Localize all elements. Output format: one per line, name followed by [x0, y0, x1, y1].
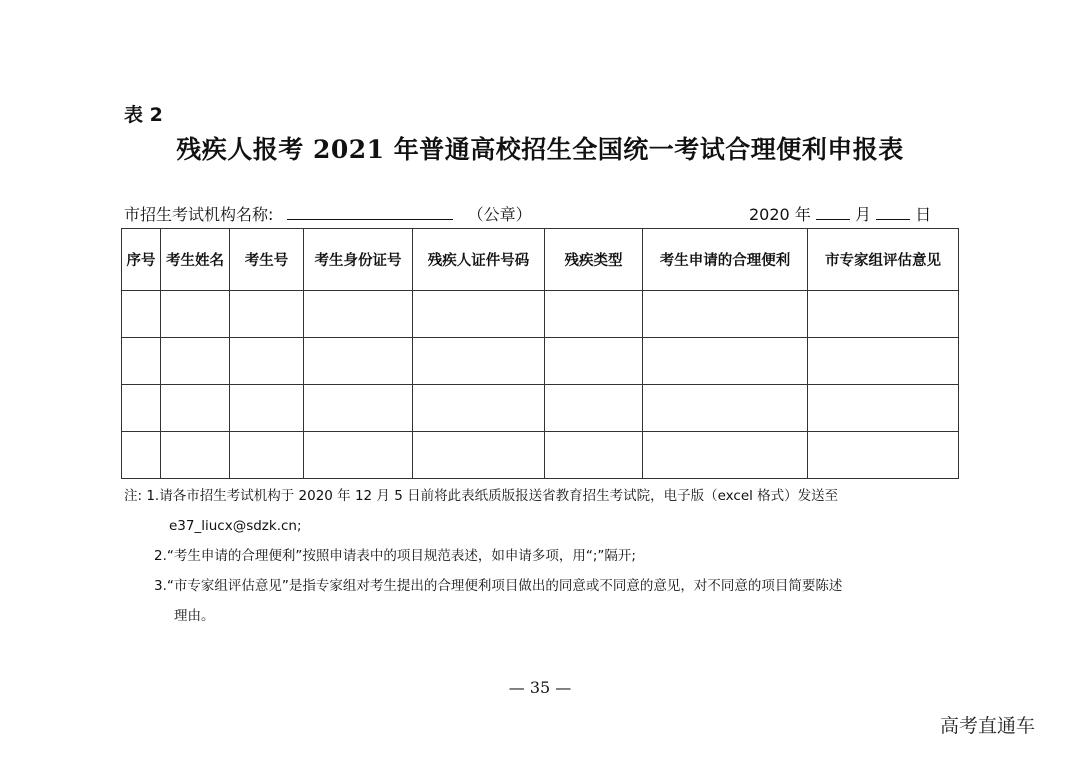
- column-header-disability-type: 残疾类型: [545, 229, 643, 291]
- seal-label: （公章）: [467, 205, 532, 224]
- note-3-line-2: 理由。: [174, 608, 215, 624]
- table-cell[interactable]: [230, 338, 304, 385]
- table-row: [122, 385, 959, 432]
- table-cell[interactable]: [304, 291, 413, 338]
- table-cell[interactable]: [304, 432, 413, 479]
- table-cell[interactable]: [643, 338, 808, 385]
- note-3-line-1: 3.“市专家组评估意见”是指专家组对考生提出的合理便利项目做出的同意或不同意的意见，对不同意的项目简要陈述: [154, 578, 843, 594]
- column-header-exam-number: 考生号: [230, 229, 304, 291]
- table-cell[interactable]: [545, 338, 643, 385]
- date-month-char: 月: [855, 205, 872, 224]
- table-cell[interactable]: [808, 432, 959, 479]
- table-cell[interactable]: [643, 291, 808, 338]
- note-2: 2.“考生申请的合理便利”按照申请表中的项目规范表述，如申请多项，用“;”隔开;: [154, 548, 636, 564]
- table-cell[interactable]: [413, 385, 545, 432]
- table-cell[interactable]: [545, 432, 643, 479]
- org-name-blank: [287, 202, 453, 220]
- table-cell[interactable]: [122, 385, 161, 432]
- column-header-requested-accommodation: 考生申请的合理便利: [643, 229, 808, 291]
- table-cell[interactable]: [808, 291, 959, 338]
- table-cell[interactable]: [122, 338, 161, 385]
- table-cell[interactable]: [304, 385, 413, 432]
- table-cell[interactable]: [808, 338, 959, 385]
- table-cell[interactable]: [304, 338, 413, 385]
- column-header-index: 序号: [122, 229, 161, 291]
- table-cell[interactable]: [122, 291, 161, 338]
- date-day-char: 日: [915, 205, 932, 224]
- table-cell[interactable]: [230, 385, 304, 432]
- table-cell[interactable]: [161, 432, 230, 479]
- table-cell[interactable]: [808, 385, 959, 432]
- column-header-id-number: 考生身份证号: [304, 229, 413, 291]
- table-cell[interactable]: [643, 385, 808, 432]
- date-year: 2020: [749, 205, 790, 224]
- note-1-line-2: e37_liucx@sdzk.cn;: [169, 518, 302, 534]
- table-cell[interactable]: [161, 338, 230, 385]
- table-cell[interactable]: [230, 432, 304, 479]
- column-header-name: 考生姓名: [161, 229, 230, 291]
- table-cell[interactable]: [413, 432, 545, 479]
- application-table: [121, 228, 959, 479]
- note-1-line-1: 注: 1.请各市招生考试机构于 2020 年 12 月 5 日前将此表纸质版报送省教育招生考试院，电子版（excel 格式）发送至: [124, 488, 839, 504]
- page-number: — 35 —: [508, 678, 572, 697]
- table-cell[interactable]: [545, 385, 643, 432]
- table-row: [122, 432, 959, 479]
- table-cell[interactable]: [230, 291, 304, 338]
- date-line: [749, 202, 931, 225]
- date-year-char: 年: [794, 205, 811, 224]
- column-header-expert-opinion: 市专家组评估意见: [808, 229, 959, 291]
- table-row: [122, 291, 959, 338]
- table-header-row: [122, 229, 959, 291]
- date-day-blank: [876, 202, 910, 220]
- table-cell[interactable]: [545, 291, 643, 338]
- org-name-line: [124, 202, 532, 225]
- table-cell[interactable]: [643, 432, 808, 479]
- column-header-disability-card-number: 残疾人证件号码: [413, 229, 545, 291]
- date-month-blank: [816, 202, 850, 220]
- table-cell[interactable]: [161, 385, 230, 432]
- watermark: 高考直通车: [940, 715, 1036, 737]
- table-label: 表 2: [124, 104, 163, 126]
- table-cell[interactable]: [122, 432, 161, 479]
- org-name-label: 市招生考试机构名称:: [124, 205, 274, 224]
- table-cell[interactable]: [413, 291, 545, 338]
- table-row: [122, 338, 959, 385]
- table-cell[interactable]: [413, 338, 545, 385]
- document-title: 残疾人报考 2021 年普通高校招生全国统一考试合理便利申报表: [176, 135, 904, 164]
- table-cell[interactable]: [161, 291, 230, 338]
